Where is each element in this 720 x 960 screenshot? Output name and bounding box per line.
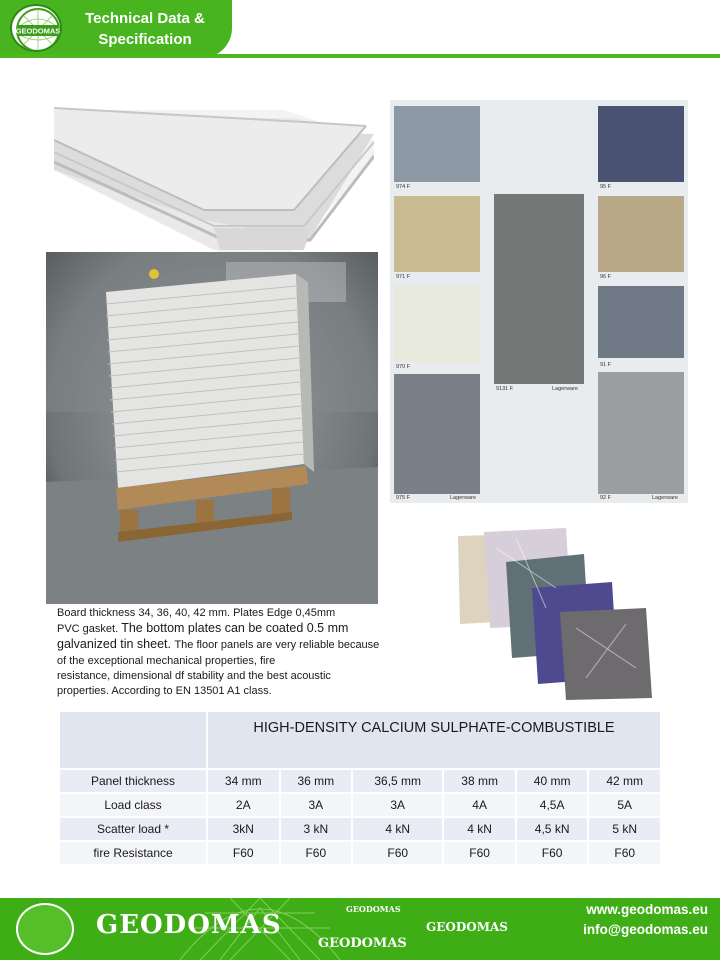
table-cell: F60 [352, 841, 443, 865]
email-link[interactable]: info@geodomas.eu [583, 922, 708, 937]
table-cell: 4A [443, 793, 516, 817]
logo-text: GEODOMAS [15, 26, 61, 36]
table-cell: 3 kN [280, 817, 353, 841]
website-link[interactable]: www.geodomas.eu [586, 902, 708, 917]
page-title-line2: Specification [98, 31, 192, 48]
table-cell: F60 [207, 841, 280, 865]
sample-tile [494, 194, 584, 384]
product-description [57, 606, 439, 699]
sample-tile [394, 196, 480, 272]
table-cell: 5A [588, 793, 661, 817]
table-cell: 5 kN [588, 817, 661, 841]
table-header-row [59, 711, 661, 769]
table-corner-cell [59, 711, 207, 769]
table-cell: 4,5 kN [516, 817, 589, 841]
table-cell: F60 [280, 841, 353, 865]
table-row [59, 793, 661, 817]
floor-samples-board [390, 100, 688, 503]
table-cell: 36,5 mm [352, 769, 443, 793]
sample-sublabel: Lagerware [552, 386, 578, 392]
geodomas-logo [10, 4, 62, 52]
sample-tile [598, 196, 684, 272]
description-line: properties. According to EN 13501 A1 class. [57, 685, 272, 698]
table-cell: F60 [588, 841, 661, 865]
table-cell: 36 mm [280, 769, 353, 793]
table-row [59, 769, 661, 793]
header-tab [0, 0, 232, 58]
sample-label: 92 F [600, 495, 612, 501]
footer-band [0, 898, 720, 960]
table-cell: 2A [207, 793, 280, 817]
sample-label: 970 F [396, 364, 411, 370]
sample-label: 95 F [600, 184, 612, 190]
sample-tile [394, 106, 480, 182]
table-cell: 40 mm [516, 769, 589, 793]
description-text: The bottom plates can be coated 0.5 mm [121, 621, 349, 636]
description-line: resistance, dimensional df stability and the best acoustic [57, 669, 331, 682]
sample-label: 975 F [396, 495, 411, 501]
table-cell: 34 mm [207, 769, 280, 793]
panel-edge-illustration [54, 100, 374, 260]
footer-brand-small: GEODOMAS [426, 920, 508, 934]
swatch-fan-image [456, 528, 678, 700]
sample-label: 971 F [396, 274, 411, 280]
table-row [59, 841, 661, 865]
description-text: galvanized tin sheet. [57, 637, 175, 652]
stacked-panels-photo [46, 252, 378, 604]
specification-table [58, 710, 662, 866]
table-cell: 38 mm [443, 769, 516, 793]
sample-label: 9131 F [496, 386, 514, 392]
row-label: fire Resistance [59, 841, 207, 865]
sample-tile [394, 374, 480, 494]
table-cell: 3kN [207, 817, 280, 841]
sample-tile [598, 106, 684, 182]
sample-sublabel: Lagerware [652, 495, 678, 501]
table-cell: 3A [352, 793, 443, 817]
page-title-line1: Technical Data & [85, 10, 205, 27]
sample-sublabel: Lagerware [450, 495, 476, 501]
description-line: of the exceptional mechanical properties, fire [57, 654, 276, 667]
table-cell: F60 [516, 841, 589, 865]
footer-brand: GEODOMAS [96, 910, 282, 940]
sample-tile [598, 286, 684, 358]
footer-brand-small: GEODOMAS [346, 904, 401, 914]
table-row [59, 817, 661, 841]
sample-tile [394, 286, 480, 362]
description-line [57, 637, 439, 653]
table-title: HIGH-DENSITY CALCIUM SULPHATE-COMBUSTIBLE [207, 711, 661, 769]
description-text: The floor panels are very reliable because [174, 639, 380, 652]
sample-tile [598, 372, 684, 494]
table-cell: 4 kN [443, 817, 516, 841]
table-cell: 42 mm [588, 769, 661, 793]
header-rule [0, 54, 720, 58]
page-title [70, 8, 220, 50]
description-text: PVC gasket. [57, 623, 122, 636]
row-label: Load class [59, 793, 207, 817]
description-line [57, 621, 439, 637]
table-cell: 4 kN [352, 817, 443, 841]
row-label: Scatter load * [59, 817, 207, 841]
table-cell: 3A [280, 793, 353, 817]
footer-logo [16, 903, 74, 955]
header-band [0, 0, 720, 58]
row-label: Panel thickness [59, 769, 207, 793]
footer-brand-small: GEODOMAS [318, 936, 407, 951]
sample-label: 91 F [600, 362, 612, 368]
sample-label: 974 F [396, 184, 411, 190]
table-cell: 4,5A [516, 793, 589, 817]
sample-label: 96 F [600, 274, 612, 280]
table-cell: F60 [443, 841, 516, 865]
footer-contact [583, 900, 708, 940]
description-line: Board thickness 34, 36, 40, 42 mm. Plates Edge 0,45mm [57, 607, 336, 619]
